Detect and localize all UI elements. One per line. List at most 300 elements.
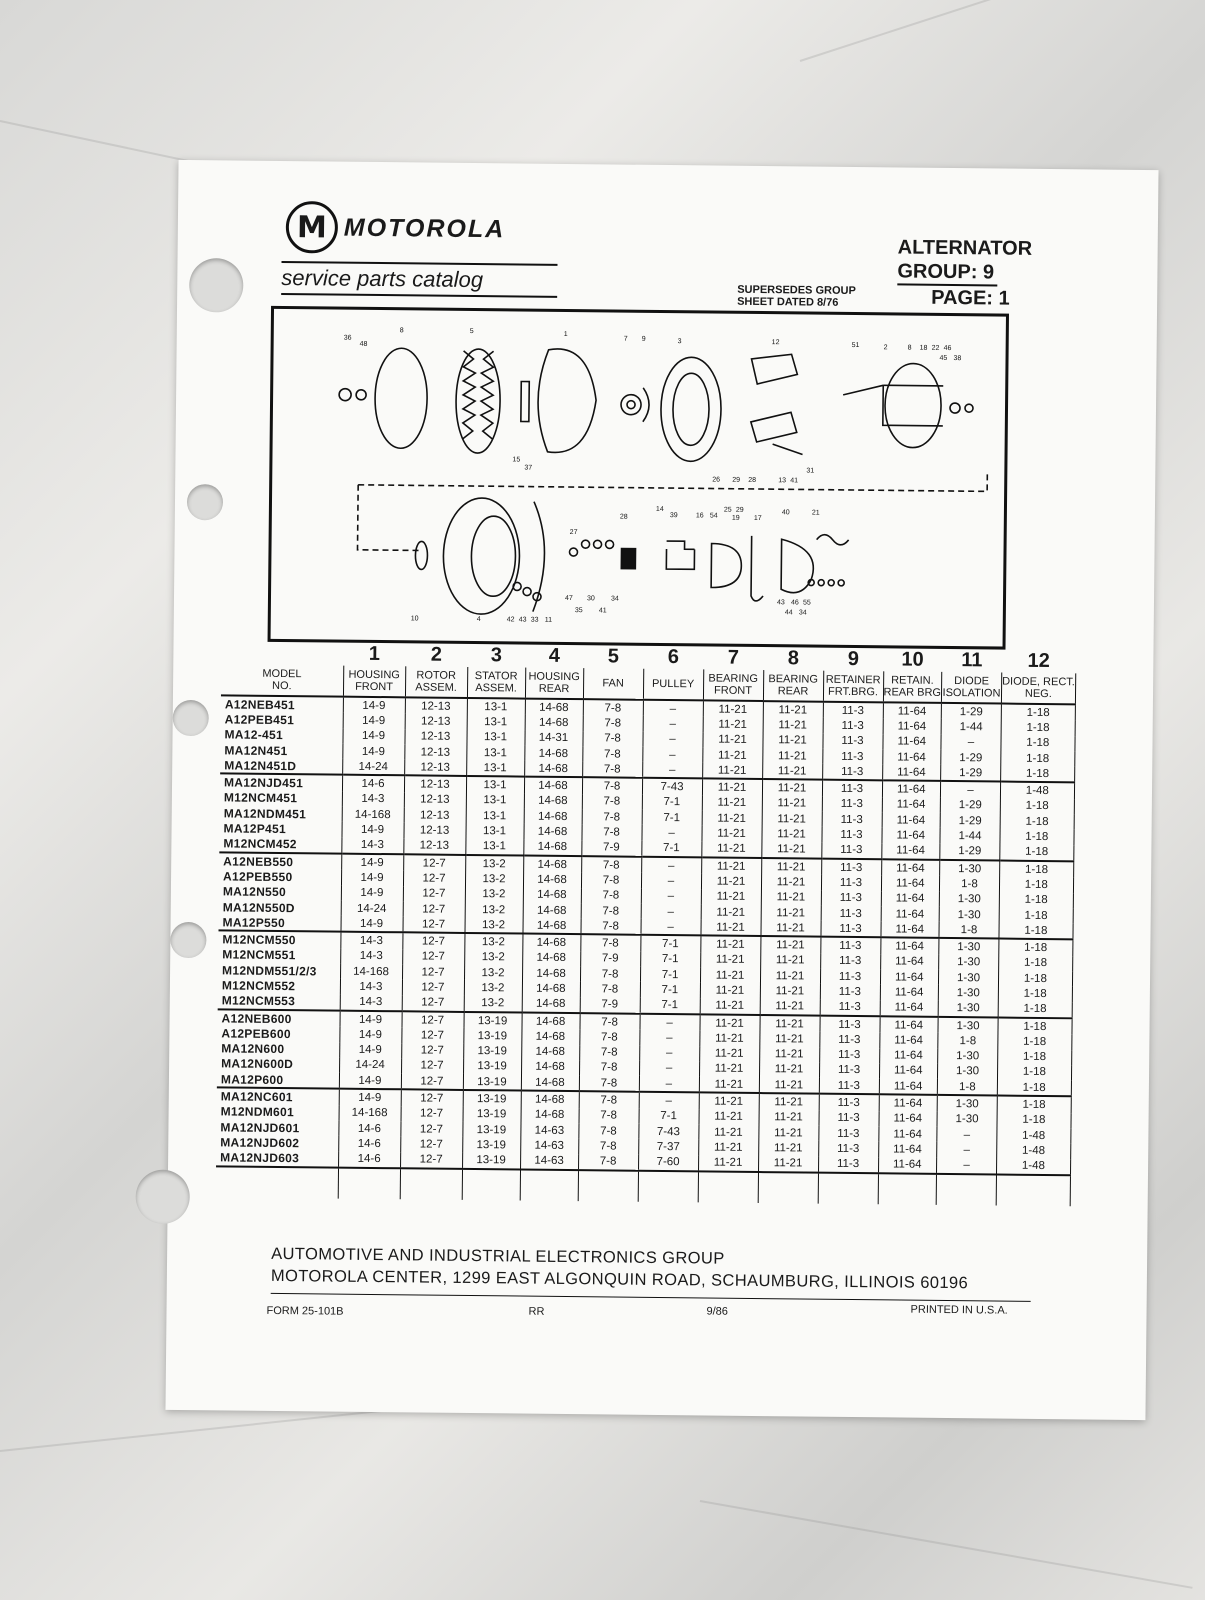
part-number-cell: 14-3 (340, 994, 402, 1011)
part-number-cell: 11-3 (818, 1156, 878, 1173)
part-number-cell: 14-68 (521, 1091, 579, 1108)
blank-cell (462, 1169, 520, 1201)
part-number-cell: 7-8 (580, 918, 640, 935)
column-header (525, 668, 583, 700)
part-number-cell: 11-3 (820, 984, 880, 1000)
part-number-cell: 14-9 (340, 916, 402, 933)
part-number-cell: – (641, 904, 701, 920)
washer-part (356, 390, 366, 400)
part-number-cell: 13-19 (463, 1074, 521, 1091)
part-number-cell: 11-64 (882, 734, 941, 750)
part-number-cell: 1-18 (999, 907, 1073, 923)
part-number-cell: 11-21 (762, 780, 822, 797)
part-number-cell: 14-68 (525, 699, 583, 716)
part-number-cell: 1-18 (999, 923, 1073, 940)
part-number-cell: 11-3 (820, 969, 880, 985)
part-number-cell: 14-9 (341, 870, 403, 886)
part-number-cell: 12-7 (401, 1073, 463, 1090)
model-number-cell: MA12N550D (219, 899, 341, 916)
model-number-cell: M12NCM451 (220, 790, 342, 807)
brand-name: MOTOROLA (343, 213, 506, 243)
part-number-cell: 14-63 (520, 1153, 578, 1170)
svg-text:29: 29 (735, 506, 744, 514)
retainer-part (643, 388, 649, 422)
part-number-cell: 7-8 (582, 731, 642, 747)
punch-hole (189, 258, 244, 313)
part-number-cell: – (940, 781, 1000, 798)
part-number-cell: 1-18 (998, 1001, 1072, 1018)
part-number-cell: 11-21 (761, 826, 821, 842)
svg-text:5: 5 (469, 327, 474, 336)
part-number-cell: 7-43 (642, 778, 702, 795)
part-number-cell: 1-30 (937, 1112, 997, 1128)
model-number-cell: MA12N600 (217, 1041, 339, 1058)
part-number-cell: 11-21 (762, 733, 822, 749)
part-number-cell: 13-19 (462, 1122, 520, 1138)
svg-text:2: 2 (883, 344, 888, 352)
part-number-cell: 11-21 (702, 810, 762, 826)
part-number-cell: 14-68 (522, 950, 580, 966)
part-number-cell: 7-8 (579, 1045, 639, 1061)
part-number-cell: 11-21 (698, 1155, 758, 1172)
part-number-cell: 14-63 (520, 1123, 578, 1139)
part-number-cell: 14-3 (341, 837, 403, 854)
svg-text:29: 29 (732, 476, 741, 484)
part-number-cell: 13-1 (466, 760, 524, 777)
sheet-title: ALTERNATOR (897, 236, 1033, 260)
column-number: 2 (430, 643, 443, 666)
part-number-cell: 12-7 (402, 949, 464, 965)
part-number-cell: 11-64 (880, 921, 939, 938)
part-number-cell: 12-13 (403, 823, 465, 839)
catalog-page (165, 160, 1158, 1420)
part-number-cell: 11-21 (762, 811, 822, 827)
part-number-cell: 7-1 (640, 982, 700, 998)
part-number-cell: 13-2 (464, 933, 522, 950)
part-number-cell: 14-68 (521, 1059, 579, 1075)
column-number: 6 (667, 646, 680, 669)
front-housing-part (538, 349, 597, 453)
column-number: 9 (847, 647, 860, 671)
bearing-part (621, 395, 641, 415)
part-number-cell: 1-30 (939, 938, 999, 955)
part-number-cell: 11-21 (701, 841, 761, 858)
part-number-cell: 13-1 (466, 730, 524, 746)
column-number: 4 (548, 644, 561, 667)
form-number: FORM 25-101B (266, 1304, 344, 1318)
column-header (883, 671, 942, 703)
part-number-cell: 11-21 (759, 1093, 819, 1110)
part-number-cell: 14-68 (524, 793, 582, 809)
svg-text:41: 41 (598, 607, 607, 615)
model-number-cell: MA12P451 (219, 821, 341, 838)
part-number-cell: 11-64 (881, 906, 940, 922)
blank-cell (400, 1168, 462, 1200)
model-number-cell: M12NCM553 (218, 993, 340, 1011)
part-number-cell: 11-64 (883, 719, 942, 735)
column-header (467, 667, 525, 699)
part-number-cell: 1-18 (999, 939, 1073, 956)
part-number-cell: 11-21 (760, 968, 820, 984)
part-number-cell: 1-8 (937, 1079, 997, 1096)
part-number-cell: 7-8 (583, 715, 643, 731)
nut-part (339, 389, 351, 401)
part-number-cell: 1-29 (940, 798, 1000, 814)
part-number-cell: 11-21 (699, 1061, 759, 1077)
punch-hole (173, 700, 209, 736)
part-number-cell: 11-3 (822, 733, 882, 749)
part-number-cell: 11-3 (818, 1141, 878, 1157)
part-number-cell: 7-8 (581, 888, 641, 904)
part-number-cell: 11-3 (822, 764, 882, 781)
part-number-cell: 14-6 (338, 1136, 400, 1152)
part-number-cell: 11-21 (699, 1014, 759, 1031)
group-box (897, 235, 1032, 310)
part-number-cell: 11-21 (761, 874, 821, 890)
part-number-cell: 11-21 (761, 890, 821, 906)
part-number-cell: 11-64 (878, 1142, 937, 1158)
part-number-cell: 13-2 (464, 917, 522, 934)
brush-holder-part (666, 541, 694, 569)
part-number-cell: 11-3 (822, 780, 882, 797)
part-number-cell: 13-2 (464, 965, 522, 981)
part-number-cell: 11-21 (703, 700, 763, 717)
model-number-cell: MA12NDM451 (220, 805, 342, 822)
model-number-cell: MA12NJD603 (216, 1150, 338, 1168)
part-number-cell: 1-18 (998, 1034, 1072, 1050)
blank-cell (996, 1174, 1070, 1206)
part-number-cell: 14-68 (522, 918, 580, 935)
part-number-cell: – (639, 1030, 699, 1046)
part-number-cell: 14-68 (523, 887, 581, 903)
model-number-cell: MA12P550 (219, 915, 341, 933)
part-number-cell: 11-64 (880, 1000, 939, 1017)
part-number-cell: 11-21 (700, 920, 760, 937)
part-number-cell: 13-1 (466, 808, 524, 824)
svg-text:51: 51 (851, 341, 860, 350)
column-header-line: ROTOR (416, 669, 457, 682)
fan-part (463, 351, 494, 439)
part-number-cell: 1-18 (1000, 861, 1074, 878)
part-number-cell: 12-7 (401, 1028, 463, 1044)
svg-text:30: 30 (586, 595, 595, 603)
part-number-cell: 1-30 (938, 1017, 998, 1034)
blank-cell (758, 1172, 818, 1204)
column-header-line: ASSEM. (415, 681, 457, 694)
part-number-cell: 1-48 (997, 1128, 1071, 1144)
part-number-cell: 11-3 (822, 749, 882, 765)
part-number-cell: 11-21 (762, 796, 822, 812)
part-number-cell: 1-30 (938, 985, 998, 1001)
part-number-cell: 1-18 (999, 955, 1073, 971)
part-number-cell: 7-37 (638, 1139, 698, 1155)
part-number-cell: 11-64 (878, 1126, 937, 1142)
part-number-cell: 7-8 (579, 1108, 639, 1124)
blank-cell (878, 1173, 937, 1205)
svg-text:43: 43 (518, 616, 527, 624)
part-number-cell: 11-21 (698, 1124, 758, 1140)
exploded-parts-diagram (268, 306, 1009, 650)
part-number-cell: 11-21 (702, 763, 762, 780)
part-number-cell: 11-3 (820, 953, 880, 969)
part-number-cell: 1-30 (938, 1001, 998, 1018)
part-number-cell: 1-29 (941, 750, 1001, 766)
motorola-logo (286, 201, 506, 255)
part-number-cell: 11-21 (760, 953, 820, 969)
svg-text:44: 44 (784, 609, 793, 617)
column-header-line: MODEL (262, 667, 302, 681)
part-number-cell: 11-3 (822, 812, 882, 828)
part-number-cell: 7-1 (640, 967, 700, 983)
svg-text:34: 34 (610, 595, 619, 603)
svg-text:38: 38 (953, 355, 962, 363)
supersedes-line-2: SHEET DATED 8/76 (737, 295, 839, 309)
part-number-cell: 1-48 (996, 1158, 1070, 1175)
svg-text:34: 34 (798, 609, 807, 617)
column-header-line: NEG. (1024, 687, 1052, 701)
part-number-cell: 11-21 (763, 717, 823, 733)
part-number-cell: 14-63 (520, 1138, 578, 1154)
part-number-cell: 14-68 (523, 902, 581, 918)
rear-plate-part (533, 502, 545, 612)
part-number-cell: 12-13 (404, 776, 466, 793)
column-number: 10 (901, 648, 924, 671)
part-number-cell: 13-19 (462, 1153, 520, 1170)
part-number-cell: 11-21 (763, 701, 823, 718)
pulley-part (375, 348, 428, 449)
part-number-cell: 13-2 (465, 902, 523, 918)
part-number-cell: 12-7 (400, 1152, 462, 1169)
svg-text:42: 42 (506, 616, 515, 624)
part-number-cell: 12-7 (401, 1058, 463, 1074)
part-number-cell: 14-3 (340, 932, 402, 949)
model-number-cell: A12PEB600 (217, 1026, 339, 1043)
part-number-cell: 7-1 (640, 935, 700, 952)
svg-text:31: 31 (806, 467, 815, 475)
part-number-cell: 1-30 (939, 891, 999, 907)
column-number: 11 (961, 649, 983, 672)
part-number-cell: 1-44 (941, 719, 1001, 735)
part-number-cell: 11-64 (881, 876, 940, 892)
part-number-cell: 7-8 (582, 746, 642, 762)
part-number-cell: 14-68 (523, 856, 581, 873)
part-number-cell: 11-21 (761, 842, 821, 859)
part-number-cell: 13-2 (465, 887, 523, 903)
rectifier-part (751, 354, 798, 442)
part-number-cell: 1-18 (1000, 829, 1074, 845)
part-number-cell: 11-64 (883, 702, 942, 719)
part-number-cell: 7-9 (581, 840, 641, 857)
svg-text:33: 33 (530, 616, 539, 624)
part-number-cell: 11-3 (821, 906, 881, 922)
part-number-cell: 11-3 (821, 827, 881, 843)
part-number-cell: 11-64 (879, 1016, 938, 1033)
part-number-cell: 1-18 (1000, 798, 1074, 814)
alternator-exploded-view (271, 309, 1006, 647)
svg-text:1: 1 (563, 330, 568, 338)
part-number-cell: 14-3 (342, 791, 404, 807)
part-number-cell: 1-18 (1001, 735, 1075, 751)
column-header (221, 664, 343, 696)
part-number-cell: 11-64 (882, 781, 941, 798)
part-number-cell: 1-18 (998, 1049, 1072, 1065)
part-number-cell: 11-21 (758, 1140, 818, 1156)
part-number-cell: 1-8 (939, 922, 999, 939)
model-number-cell: MA12N451 (220, 742, 342, 759)
column-header-line: RETAINER (825, 673, 881, 687)
part-number-cell: 7-8 (580, 981, 640, 997)
part-number-cell: 11-21 (699, 1077, 759, 1094)
column-header-line: DIODE (954, 675, 990, 688)
model-number-cell: M12NDM601 (217, 1104, 339, 1121)
part-number-cell: 12-7 (402, 933, 464, 950)
part-number-cell: 1-18 (1000, 814, 1074, 830)
svg-text:48: 48 (359, 340, 368, 348)
svg-text:14: 14 (655, 505, 664, 514)
part-number-cell: 11-21 (701, 874, 761, 890)
svg-text:43: 43 (776, 599, 785, 607)
part-number-cell: 11-21 (762, 763, 822, 780)
part-number-cell: 12-13 (404, 792, 466, 808)
part-number-cell: 7-8 (580, 966, 640, 982)
part-number-cell: 14-31 (524, 730, 582, 746)
part-number-cell: 13-19 (462, 1137, 520, 1153)
model-number-cell: M12NCM551 (218, 947, 340, 964)
part-number-cell: 14-168 (342, 807, 404, 823)
part-number-cell: 1-29 (940, 844, 1000, 861)
part-number-cell: 14-68 (524, 761, 582, 778)
part-number-cell: 13-19 (463, 1028, 521, 1044)
svg-text:25: 25 (723, 506, 732, 514)
svg-text:10: 10 (410, 615, 419, 623)
part-number-cell: 11-3 (819, 1016, 879, 1033)
part-number-cell: 11-21 (759, 1031, 819, 1047)
column-header-line: HOUSING (528, 670, 580, 684)
cover-part (711, 544, 741, 588)
part-number-cell: 1-30 (940, 860, 1000, 877)
part-number-cell: 12-13 (403, 838, 465, 855)
column-number: 1 (368, 642, 381, 666)
part-number-cell: 14-68 (523, 839, 581, 856)
part-number-cell: – (642, 747, 702, 763)
part-number-cell: 1-30 (938, 1048, 998, 1064)
org-name: AUTOMOTIVE AND INDUSTRIAL ELECTRONICS GROUP (271, 1244, 725, 1268)
part-number-cell: 12-7 (401, 1106, 463, 1122)
part-number-cell: 1-30 (937, 1095, 997, 1112)
column-header (941, 672, 1001, 704)
part-number-cell: – (639, 1076, 699, 1093)
svg-text:11: 11 (544, 616, 553, 624)
part-number-cell: 14-9 (343, 713, 405, 729)
part-number-cell: 7-8 (582, 794, 642, 810)
part-number-cell: 11-21 (702, 795, 762, 811)
part-number-cell: 11-64 (882, 797, 941, 813)
part-number-cell: – (936, 1158, 996, 1175)
part-number-cell: 11-21 (760, 920, 820, 937)
part-number-cell: 7-8 (579, 1029, 639, 1045)
part-number-cell: 11-21 (760, 999, 820, 1016)
column-header-line: FRT.BRG. (828, 685, 879, 699)
svg-text:39: 39 (669, 512, 678, 520)
column-header-line: BEARING (768, 673, 818, 686)
svg-text:3: 3 (677, 338, 682, 346)
blank-cell (338, 1168, 400, 1200)
part-number-cell: 12-7 (402, 916, 464, 933)
column-number: 8 (787, 647, 800, 670)
part-number-cell: – (641, 873, 701, 889)
column-header-line: NO. (271, 679, 292, 693)
part-number-cell: 7-8 (581, 872, 641, 888)
part-number-cell: 12-7 (402, 980, 464, 996)
part-number-cell: 14-68 (522, 966, 580, 982)
part-number-cell: 7-8 (581, 903, 641, 919)
svg-text:40: 40 (781, 509, 790, 517)
part-number-cell: 14-3 (340, 979, 402, 995)
part-number-cell: 7-1 (639, 1108, 699, 1124)
part-number-cell: 11-64 (882, 812, 941, 828)
svg-text:19: 19 (731, 514, 740, 522)
part-number-cell: – (937, 1127, 997, 1143)
part-number-cell: – (642, 762, 702, 779)
part-number-cell: 12-13 (404, 807, 466, 823)
column-header-line: ISOLATION (942, 686, 1001, 700)
part-number-cell: 14-68 (521, 1012, 579, 1029)
model-number-cell: MA12N451D (220, 758, 342, 776)
part-number-cell: 14-68 (521, 1029, 579, 1045)
part-number-cell: 11-64 (880, 938, 939, 955)
part-number-cell: 7-60 (638, 1154, 698, 1171)
logo-letter: M (296, 209, 327, 245)
part-number-cell: 13-1 (467, 714, 525, 730)
svg-text:8: 8 (399, 327, 404, 335)
part-number-cell: 11-3 (819, 1047, 879, 1063)
part-number-cell: 11-21 (700, 936, 760, 953)
part-number-cell: 7-8 (578, 1138, 638, 1154)
part-number-cell: 11-21 (762, 748, 822, 764)
catalog-subtitle: service parts catalog (281, 264, 484, 293)
part-number-cell: 11-21 (700, 983, 760, 999)
punch-hole (170, 922, 206, 958)
part-number-cell: 11-21 (699, 1046, 759, 1062)
part-number-cell: 11-21 (758, 1110, 818, 1126)
part-number-cell: 12-7 (403, 901, 465, 917)
column-header-line: REAR BRG (883, 686, 942, 699)
svg-text:45: 45 (939, 354, 948, 362)
part-number-cell: 12-7 (403, 854, 465, 871)
model-number-cell: A12PEB550 (219, 869, 341, 886)
part-number-cell: 14-24 (342, 759, 404, 776)
part-number-cell: 14-68 (522, 934, 580, 951)
column-number: 12 (1027, 649, 1050, 673)
part-number-cell: 11-3 (820, 937, 880, 954)
part-number-cell: 1-29 (940, 813, 1000, 829)
part-number-cell: 11-64 (882, 749, 941, 765)
part-number-cell: 11-3 (822, 796, 882, 812)
column-header-line: BEARING (708, 672, 758, 685)
model-number-cell: MA12P600 (217, 1071, 339, 1089)
part-number-cell: 1-18 (997, 1096, 1071, 1113)
part-number-cell: 11-21 (702, 732, 762, 748)
column-header (583, 668, 643, 700)
part-number-cell: 12-7 (403, 886, 465, 902)
part-number-cell: 1-48 (1000, 782, 1074, 799)
part-number-cell: 1-30 (937, 1064, 997, 1080)
part-number-cell: 13-2 (464, 996, 522, 1013)
model-number-cell: M12NCM552 (218, 978, 340, 995)
part-number-cell: 11-21 (758, 1125, 818, 1141)
part-number-cell: 7-8 (580, 935, 640, 952)
model-number-cell: A12PEB451 (221, 712, 343, 729)
